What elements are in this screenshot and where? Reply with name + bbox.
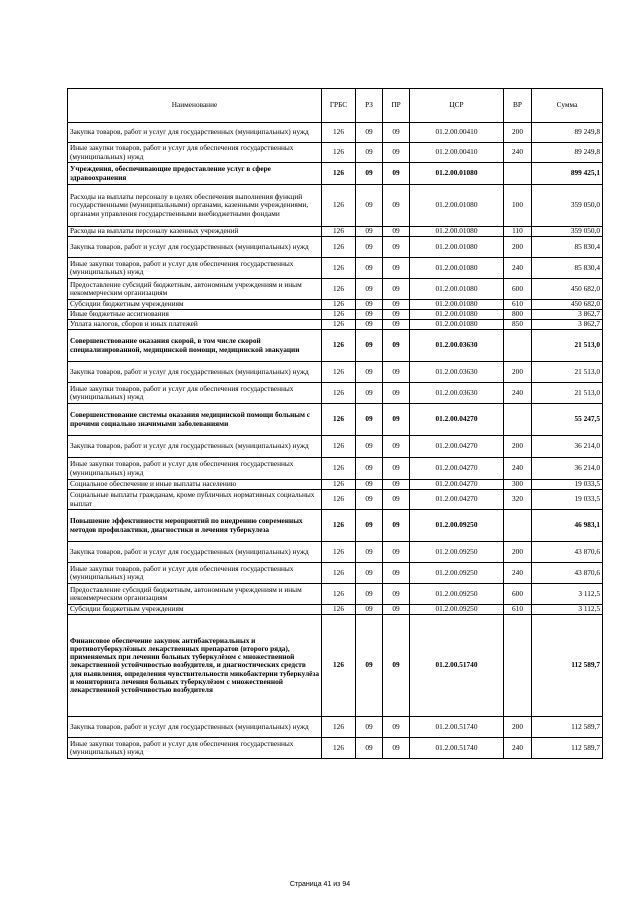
table-row bbox=[68, 436, 603, 458]
header-csr: ЦСР bbox=[410, 89, 504, 123]
row-sum: 450 682,0 bbox=[532, 300, 603, 310]
row-name: Финансовое обеспечение закупок антибактериальных и противотуберкулёзных лекарственных препаратов (второго ряда), применяемых при лечении больных туберкулёзом с множественной лекарственной устойчивостью возбудителя, и диагностических средств для выявления, определения чувствительности микобактерии туберкулёза и мониторинга лечения больных туберкулёзом с множественной лекарственной устойчивостью возбудителя bbox=[68, 615, 322, 717]
row-rz: 09 bbox=[356, 510, 383, 542]
table-row bbox=[68, 143, 603, 163]
row-sum: 36 214,0 bbox=[532, 436, 603, 458]
row-pr: 09 bbox=[383, 227, 410, 237]
row-grbs: 126 bbox=[322, 258, 356, 279]
row-grbs: 126 bbox=[322, 362, 356, 383]
row-vr bbox=[504, 330, 532, 362]
table-row bbox=[68, 258, 603, 279]
row-name: Субсидии бюджетным учреждениям bbox=[68, 605, 322, 615]
table-row bbox=[68, 490, 603, 510]
row-rz: 09 bbox=[356, 362, 383, 383]
row-rz: 09 bbox=[356, 738, 383, 759]
row-sum: 899 425,1 bbox=[532, 163, 603, 185]
row-pr: 09 bbox=[383, 510, 410, 542]
row-pr: 09 bbox=[383, 404, 410, 436]
row-sum: 3 862,7 bbox=[532, 310, 603, 320]
row-grbs: 126 bbox=[322, 330, 356, 362]
row-pr: 09 bbox=[383, 320, 410, 330]
row-sum: 46 983,1 bbox=[532, 510, 603, 542]
row-grbs: 126 bbox=[322, 480, 356, 490]
budget-table bbox=[67, 88, 603, 759]
budget-table-container bbox=[67, 88, 602, 759]
row-pr: 09 bbox=[383, 563, 410, 584]
row-vr: 800 bbox=[504, 310, 532, 320]
table-row bbox=[68, 615, 603, 717]
row-sum: 3 112,5 bbox=[532, 584, 603, 605]
row-pr: 09 bbox=[383, 458, 410, 480]
row-pr: 09 bbox=[383, 237, 410, 258]
row-sum: 450 682,0 bbox=[532, 279, 603, 300]
row-rz: 09 bbox=[356, 458, 383, 480]
row-vr: 600 bbox=[504, 279, 532, 300]
row-rz: 09 bbox=[356, 185, 383, 227]
row-sum: 359 050,0 bbox=[532, 227, 603, 237]
row-sum: 112 589,7 bbox=[532, 717, 603, 738]
row-vr: 200 bbox=[504, 237, 532, 258]
table-row bbox=[68, 383, 603, 404]
row-grbs: 126 bbox=[322, 383, 356, 404]
row-name: Закупка товаров, работ и услуг для государственных (муниципальных) нужд bbox=[68, 362, 322, 383]
row-csr: 01.2.00.09250 bbox=[410, 584, 504, 605]
header-pr: ПР bbox=[383, 89, 410, 123]
row-vr: 100 bbox=[504, 185, 532, 227]
row-sum: 85 830,4 bbox=[532, 237, 603, 258]
row-vr: 240 bbox=[504, 563, 532, 584]
row-pr: 09 bbox=[383, 279, 410, 300]
row-grbs: 126 bbox=[322, 436, 356, 458]
row-rz: 09 bbox=[356, 143, 383, 163]
row-sum: 19 033,5 bbox=[532, 480, 603, 490]
row-name: Учреждения, обеспечивающие предоставление услуг в сфере здравоохранения bbox=[68, 163, 322, 185]
row-pr: 09 bbox=[383, 258, 410, 279]
row-rz: 09 bbox=[356, 123, 383, 143]
row-name: Субсидии бюджетным учреждениям bbox=[68, 300, 322, 310]
header-grbs: ГРБС bbox=[322, 89, 356, 123]
row-pr: 09 bbox=[383, 300, 410, 310]
row-csr: 01.2.00.03630 bbox=[410, 383, 504, 404]
row-rz: 09 bbox=[356, 237, 383, 258]
header-name: Наименование bbox=[68, 89, 322, 123]
row-csr: 01.2.00.04270 bbox=[410, 480, 504, 490]
row-grbs: 126 bbox=[322, 563, 356, 584]
row-csr: 01.2.00.09250 bbox=[410, 542, 504, 563]
row-pr: 09 bbox=[383, 383, 410, 404]
row-sum: 36 214,0 bbox=[532, 458, 603, 480]
row-vr: 240 bbox=[504, 258, 532, 279]
row-grbs: 126 bbox=[322, 404, 356, 436]
row-rz: 09 bbox=[356, 717, 383, 738]
table-row bbox=[68, 310, 603, 320]
table-row bbox=[68, 362, 603, 383]
row-grbs: 126 bbox=[322, 510, 356, 542]
row-rz: 09 bbox=[356, 584, 383, 605]
row-sum: 19 033,5 bbox=[532, 490, 603, 510]
row-vr: 200 bbox=[504, 123, 532, 143]
row-rz: 09 bbox=[356, 330, 383, 362]
row-grbs: 126 bbox=[322, 310, 356, 320]
row-csr: 01.2.00.01080 bbox=[410, 163, 504, 185]
row-rz: 09 bbox=[356, 404, 383, 436]
row-grbs: 126 bbox=[322, 163, 356, 185]
row-csr: 01.2.00.01080 bbox=[410, 320, 504, 330]
row-grbs: 126 bbox=[322, 615, 356, 717]
row-csr: 01.2.00.51740 bbox=[410, 615, 504, 717]
table-row bbox=[68, 227, 603, 237]
table-row bbox=[68, 279, 603, 300]
row-grbs: 126 bbox=[322, 738, 356, 759]
row-vr bbox=[504, 404, 532, 436]
row-name: Закупка товаров, работ и услуг для государственных (муниципальных) нужд bbox=[68, 542, 322, 563]
table-row bbox=[68, 584, 603, 605]
row-grbs: 126 bbox=[322, 237, 356, 258]
row-grbs: 126 bbox=[322, 143, 356, 163]
row-csr: 01.2.00.00410 bbox=[410, 143, 504, 163]
table-row bbox=[68, 330, 603, 362]
row-rz: 09 bbox=[356, 383, 383, 404]
row-vr: 200 bbox=[504, 542, 532, 563]
row-name: Предоставление субсидий бюджетным, автономным учреждениям и иным некоммерческим организациям bbox=[68, 584, 322, 605]
table-row bbox=[68, 404, 603, 436]
row-sum: 21 513,0 bbox=[532, 330, 603, 362]
row-csr: 01.2.00.09250 bbox=[410, 510, 504, 542]
row-rz: 09 bbox=[356, 163, 383, 185]
row-sum: 21 513,0 bbox=[532, 383, 603, 404]
row-pr: 09 bbox=[383, 163, 410, 185]
table-row bbox=[68, 300, 603, 310]
row-pr: 09 bbox=[383, 615, 410, 717]
row-csr: 01.2.00.03630 bbox=[410, 362, 504, 383]
row-rz: 09 bbox=[356, 615, 383, 717]
row-csr: 01.2.00.51740 bbox=[410, 717, 504, 738]
row-pr: 09 bbox=[383, 310, 410, 320]
header-vr: ВР bbox=[504, 89, 532, 123]
row-name: Закупка товаров, работ и услуг для государственных (муниципальных) нужд bbox=[68, 436, 322, 458]
row-csr: 01.2.00.51740 bbox=[410, 738, 504, 759]
row-pr: 09 bbox=[383, 185, 410, 227]
row-sum: 3 862,7 bbox=[532, 320, 603, 330]
table-row bbox=[68, 163, 603, 185]
row-pr: 09 bbox=[383, 717, 410, 738]
row-name: Повышение эффективности мероприятий по внедрению современных методов профилактики, диагностики и лечения туберкулеза bbox=[68, 510, 322, 542]
header-rz: РЗ bbox=[356, 89, 383, 123]
table-row bbox=[68, 563, 603, 584]
row-csr: 01.2.00.01080 bbox=[410, 227, 504, 237]
row-sum: 55 247,5 bbox=[532, 404, 603, 436]
row-grbs: 126 bbox=[322, 542, 356, 563]
row-csr: 01.2.00.01080 bbox=[410, 258, 504, 279]
row-sum: 85 830,4 bbox=[532, 258, 603, 279]
row-name: Иные закупки товаров, работ и услуг для обеспечения государственных (муниципальных) нужд bbox=[68, 258, 322, 279]
row-vr: 200 bbox=[504, 717, 532, 738]
row-name: Иные закупки товаров, работ и услуг для обеспечения государственных (муниципальных) нужд bbox=[68, 143, 322, 163]
row-pr: 09 bbox=[383, 490, 410, 510]
row-grbs: 126 bbox=[322, 185, 356, 227]
table-body bbox=[68, 123, 603, 759]
row-csr: 01.2.00.01080 bbox=[410, 279, 504, 300]
row-vr: 850 bbox=[504, 320, 532, 330]
row-vr: 610 bbox=[504, 300, 532, 310]
row-pr: 09 bbox=[383, 584, 410, 605]
row-name: Совершенствование оказания скорой, в том числе скорой специализированной, медицинской помощи, медицинской эвакуации bbox=[68, 330, 322, 362]
row-vr: 200 bbox=[504, 362, 532, 383]
row-pr: 09 bbox=[383, 123, 410, 143]
row-vr: 110 bbox=[504, 227, 532, 237]
row-pr: 09 bbox=[383, 605, 410, 615]
row-vr: 610 bbox=[504, 605, 532, 615]
table-row bbox=[68, 480, 603, 490]
row-csr: 01.2.00.04270 bbox=[410, 436, 504, 458]
row-name: Социальное обеспечение и иные выплаты населению bbox=[68, 480, 322, 490]
table-row bbox=[68, 510, 603, 542]
row-rz: 09 bbox=[356, 258, 383, 279]
row-grbs: 126 bbox=[322, 279, 356, 300]
table-row bbox=[68, 738, 603, 759]
row-name: Расходы на выплаты персоналу в целях обеспечения выполнения функций государственными (муниципальными) органами, казенными учреждениями, органами управления государственными внебюджетными фондами bbox=[68, 185, 322, 227]
row-vr bbox=[504, 615, 532, 717]
row-grbs: 126 bbox=[322, 227, 356, 237]
row-grbs: 126 bbox=[322, 584, 356, 605]
row-grbs: 126 bbox=[322, 458, 356, 480]
row-csr: 01.2.00.04270 bbox=[410, 458, 504, 480]
row-name: Уплата налогов, сборов и иных платежей bbox=[68, 320, 322, 330]
row-pr: 09 bbox=[383, 480, 410, 490]
row-grbs: 126 bbox=[322, 123, 356, 143]
row-grbs: 126 bbox=[322, 717, 356, 738]
row-rz: 09 bbox=[356, 300, 383, 310]
row-vr: 300 bbox=[504, 480, 532, 490]
row-csr: 01.2.00.03630 bbox=[410, 330, 504, 362]
row-csr: 01.2.00.01080 bbox=[410, 310, 504, 320]
row-vr: 240 bbox=[504, 383, 532, 404]
table-row bbox=[68, 458, 603, 480]
row-sum: 3 112,5 bbox=[532, 605, 603, 615]
row-name: Предоставление субсидий бюджетным, автономным учреждениям и иным некоммерческим организациям bbox=[68, 279, 322, 300]
row-pr: 09 bbox=[383, 738, 410, 759]
table-row bbox=[68, 320, 603, 330]
row-sum: 359 050,0 bbox=[532, 185, 603, 227]
table-header-row bbox=[68, 89, 603, 123]
row-name: Иные закупки товаров, работ и услуг для обеспечения государственных (муниципальных) нужд bbox=[68, 458, 322, 480]
row-name: Иные закупки товаров, работ и услуг для обеспечения государственных (муниципальных) нужд bbox=[68, 383, 322, 404]
row-csr: 01.2.00.04270 bbox=[410, 404, 504, 436]
row-csr: 01.2.00.01080 bbox=[410, 185, 504, 227]
table-row bbox=[68, 542, 603, 563]
row-csr: 01.2.00.01080 bbox=[410, 237, 504, 258]
row-vr: 320 bbox=[504, 490, 532, 510]
row-pr: 09 bbox=[383, 143, 410, 163]
row-name: Закупка товаров, работ и услуг для государственных (муниципальных) нужд bbox=[68, 237, 322, 258]
row-name: Иные бюджетные ассигнования bbox=[68, 310, 322, 320]
row-sum: 43 870,6 bbox=[532, 563, 603, 584]
row-csr: 01.2.00.09250 bbox=[410, 563, 504, 584]
row-rz: 09 bbox=[356, 542, 383, 563]
row-name: Иные закупки товаров, работ и услуг для обеспечения государственных (муниципальных) нужд bbox=[68, 563, 322, 584]
header-sum: Сумма bbox=[532, 89, 603, 123]
row-rz: 09 bbox=[356, 605, 383, 615]
row-sum: 112 589,7 bbox=[532, 738, 603, 759]
row-name: Закупка товаров, работ и услуг для государственных (муниципальных) нужд bbox=[68, 123, 322, 143]
row-vr: 240 bbox=[504, 458, 532, 480]
row-pr: 09 bbox=[383, 330, 410, 362]
row-grbs: 126 bbox=[322, 300, 356, 310]
row-pr: 09 bbox=[383, 362, 410, 383]
row-rz: 09 bbox=[356, 480, 383, 490]
row-rz: 09 bbox=[356, 320, 383, 330]
row-name: Социальные выплаты гражданам, кроме публичных нормативных социальных выплат bbox=[68, 490, 322, 510]
row-name: Совершенствование системы оказания медицинской помощи больным с прочими социально значимыми заболеваниями bbox=[68, 404, 322, 436]
row-sum: 89 249,8 bbox=[532, 143, 603, 163]
row-vr: 240 bbox=[504, 143, 532, 163]
table-row bbox=[68, 605, 603, 615]
row-name: Закупка товаров, работ и услуг для государственных (муниципальных) нужд bbox=[68, 717, 322, 738]
row-sum: 21 513,0 bbox=[532, 362, 603, 383]
row-vr: 240 bbox=[504, 738, 532, 759]
row-pr: 09 bbox=[383, 542, 410, 563]
row-csr: 01.2.00.00410 bbox=[410, 123, 504, 143]
row-sum: 112 589,7 bbox=[532, 615, 603, 717]
table-row bbox=[68, 717, 603, 738]
row-rz: 09 bbox=[356, 436, 383, 458]
row-csr: 01.2.00.04270 bbox=[410, 490, 504, 510]
row-vr: 200 bbox=[504, 436, 532, 458]
row-pr: 09 bbox=[383, 436, 410, 458]
row-vr bbox=[504, 510, 532, 542]
row-vr bbox=[504, 163, 532, 185]
row-sum: 43 870,6 bbox=[532, 542, 603, 563]
row-name: Иные закупки товаров, работ и услуг для обеспечения государственных (муниципальных) нужд bbox=[68, 738, 322, 759]
row-csr: 01.2.00.01080 bbox=[410, 300, 504, 310]
row-grbs: 126 bbox=[322, 490, 356, 510]
page-number: Страница 41 из 94 bbox=[289, 881, 351, 888]
row-rz: 09 bbox=[356, 490, 383, 510]
row-grbs: 126 bbox=[322, 320, 356, 330]
table-row bbox=[68, 123, 603, 143]
row-rz: 09 bbox=[356, 279, 383, 300]
table-row bbox=[68, 185, 603, 227]
table-row bbox=[68, 237, 603, 258]
row-vr: 600 bbox=[504, 584, 532, 605]
row-rz: 09 bbox=[356, 563, 383, 584]
row-name: Расходы на выплаты персоналу казенных учреждений bbox=[68, 227, 322, 237]
row-rz: 09 bbox=[356, 227, 383, 237]
row-csr: 01.2.00.09250 bbox=[410, 605, 504, 615]
row-sum: 89 249,8 bbox=[532, 123, 603, 143]
row-grbs: 126 bbox=[322, 605, 356, 615]
row-rz: 09 bbox=[356, 310, 383, 320]
